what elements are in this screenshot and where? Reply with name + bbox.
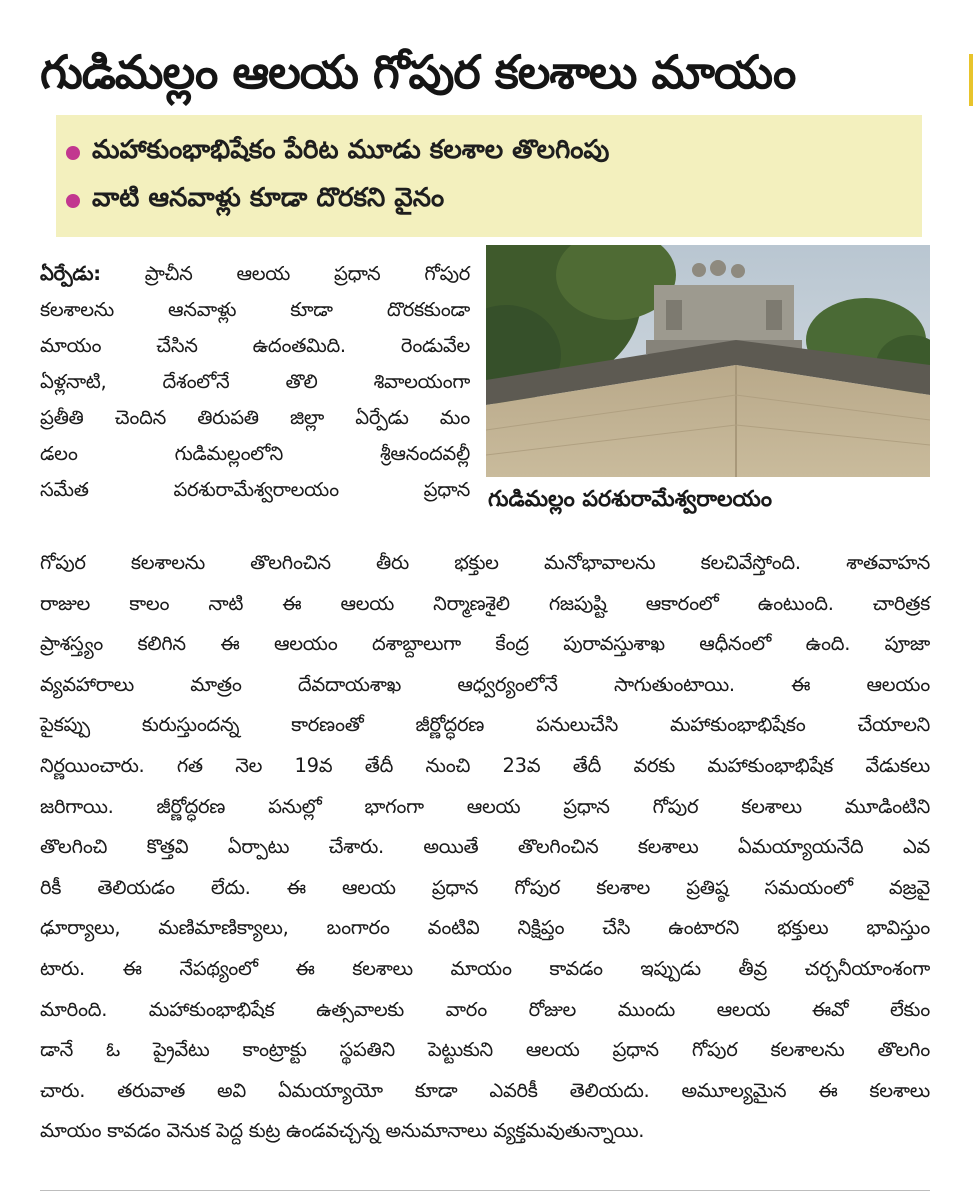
- highlight-text: మహాకుంభాభిషేకం పేరిట మూడు కలశాల తొలగింపు: [92, 135, 610, 165]
- body-line: రికీ తెలియడం లేదు. ఈ ఆలయ ప్రధాన గోపుర కలశాల ప్రతిష్ఠ సమయంలో వజ్రవై: [40, 875, 930, 899]
- body-line: నిర్ణయించారు. గత నెల 19వ తేదీ నుంచి 23వ తేదీ వరకు మహాకుంభాభిషేక వేడుకలు: [40, 754, 930, 777]
- body-line: ప్రతీతి చెందిన తిరుపతి జిల్లా ఏర్పేడు మం: [40, 406, 470, 429]
- body-line: ఏళ్లనాటి, దేశంలోనే తొలి శివాలయంగా: [40, 370, 470, 393]
- body-line: రాజుల కాలం నాటి ఈ ఆలయ నిర్మాణశైలి గజపుష్టి ఆకారంలో ఉంటుంది. చారిత్రక: [40, 591, 930, 615]
- body-line: గోపుర కలశాలను తొలగించిన తీరు భక్తుల మనోభావాలను కలచివేస్తోంది. శాతవాహన: [40, 551, 930, 574]
- highlight-text: వాటి ఆనవాళ్లు కూడా దొరకని వైనం: [92, 183, 445, 213]
- highlights-box: [56, 115, 922, 237]
- body-line: [40, 256, 470, 292]
- highlight-item: [66, 177, 922, 225]
- body-line: టారు. ఈ నేపథ్యంలో ఈ కలశాలు మాయం కావడం ఇప్పుడు తీవ్ర చర్చనీయాంశంగా: [40, 957, 930, 980]
- bullet-icon: [66, 194, 80, 208]
- divider: [40, 1190, 930, 1191]
- body-line: మాయం కావడం వెనుక పెద్ద కుట్ర ఉండవచ్చన్న అనుమానాలు వ్యక్తమవుతున్నాయి.: [40, 1119, 645, 1143]
- body-line: తొలగించి కొత్తవి ఏర్పాటు చేశారు. అయితే తొలగించిన కలశాలు ఏమయ్యాయనేది ఎవ: [40, 835, 930, 859]
- body-line: జరిగాయి. జీర్ణోద్ధరణ పనుల్లో భాగంగా ఆలయ ప్రధాన గోపుర కలశాలు మూడింటిని: [40, 794, 930, 818]
- temple-image: [486, 245, 930, 477]
- body-line: ప్రాశస్త్యం కలిగిన ఈ ఆలయం దశాబ్దాలుగా కేంద్ర పురావస్తుశాఖ ఆధీనంలో ఉంది. పూజా: [40, 632, 930, 656]
- dateline: ఏర్పేడు:: [40, 262, 101, 285]
- highlight-item: [66, 129, 922, 177]
- body-line: వ్యవహారాలు మాత్రం దేవదాయశాఖ ఆధ్వర్యంలోనే సాగుతుంటాయి. ఈ ఆలయం: [40, 672, 930, 696]
- body-text: ప్రాచీన ఆలయ ప్రధాన గోపుర: [144, 262, 470, 285]
- body-line: పైకప్పు కురుస్తుందన్న కారణంతో జీర్ణోద్ధరణ పనులుచేసి మహాకుంభాభిషేకం చేయాలని: [40, 713, 930, 737]
- photo-caption: గుడిమల్లం పరశురామేశ్వరాలయం: [488, 487, 773, 512]
- body-line: డానే ఓ ప్రైవేటు కాంట్రాక్టు స్థపతిని పెట్టుకుని ఆలయ ప్రధాన గోపుర కలశాలను తొలగిం: [40, 1038, 930, 1062]
- body-line: డలం గుడిమల్లంలోని శ్రీఆనందవల్లీ: [40, 442, 470, 465]
- body-line: ఢూర్యాలు, మణిమాణిక్యాలు, బంగారం వంటివి నిక్షిప్తం చేసి ఉంటారని భక్తులు భావిస్తుం: [40, 916, 930, 940]
- body-line: కలశాలను ఆనవాళ్లు కూడా దొరకకుండా: [40, 298, 470, 321]
- body-line: చారు. తరువాత అవి ఏమయ్యాయో కూడా ఎవరికీ తెలియదు. అమూల్యమైన ఈ కలశాలు: [40, 1078, 930, 1102]
- temple-photo: [486, 245, 930, 477]
- accent-bar: [969, 54, 973, 106]
- headline: గుడిమల్లం ఆలయ గోపుర కలశాలు మాయం: [40, 45, 796, 99]
- bullet-icon: [66, 146, 80, 160]
- body-line: సమేత పరశురామేశ్వరాలయం ప్రధాన: [40, 478, 470, 501]
- body-line: మాయం చేసిన ఉదంతమిది. రెండువేల: [40, 334, 470, 357]
- body-line: మారింది. మహాకుంభాభిషేక ఉత్సవాలకు వారం రోజుల ముందు ఆలయ ఈవో లేకుం: [40, 997, 930, 1021]
